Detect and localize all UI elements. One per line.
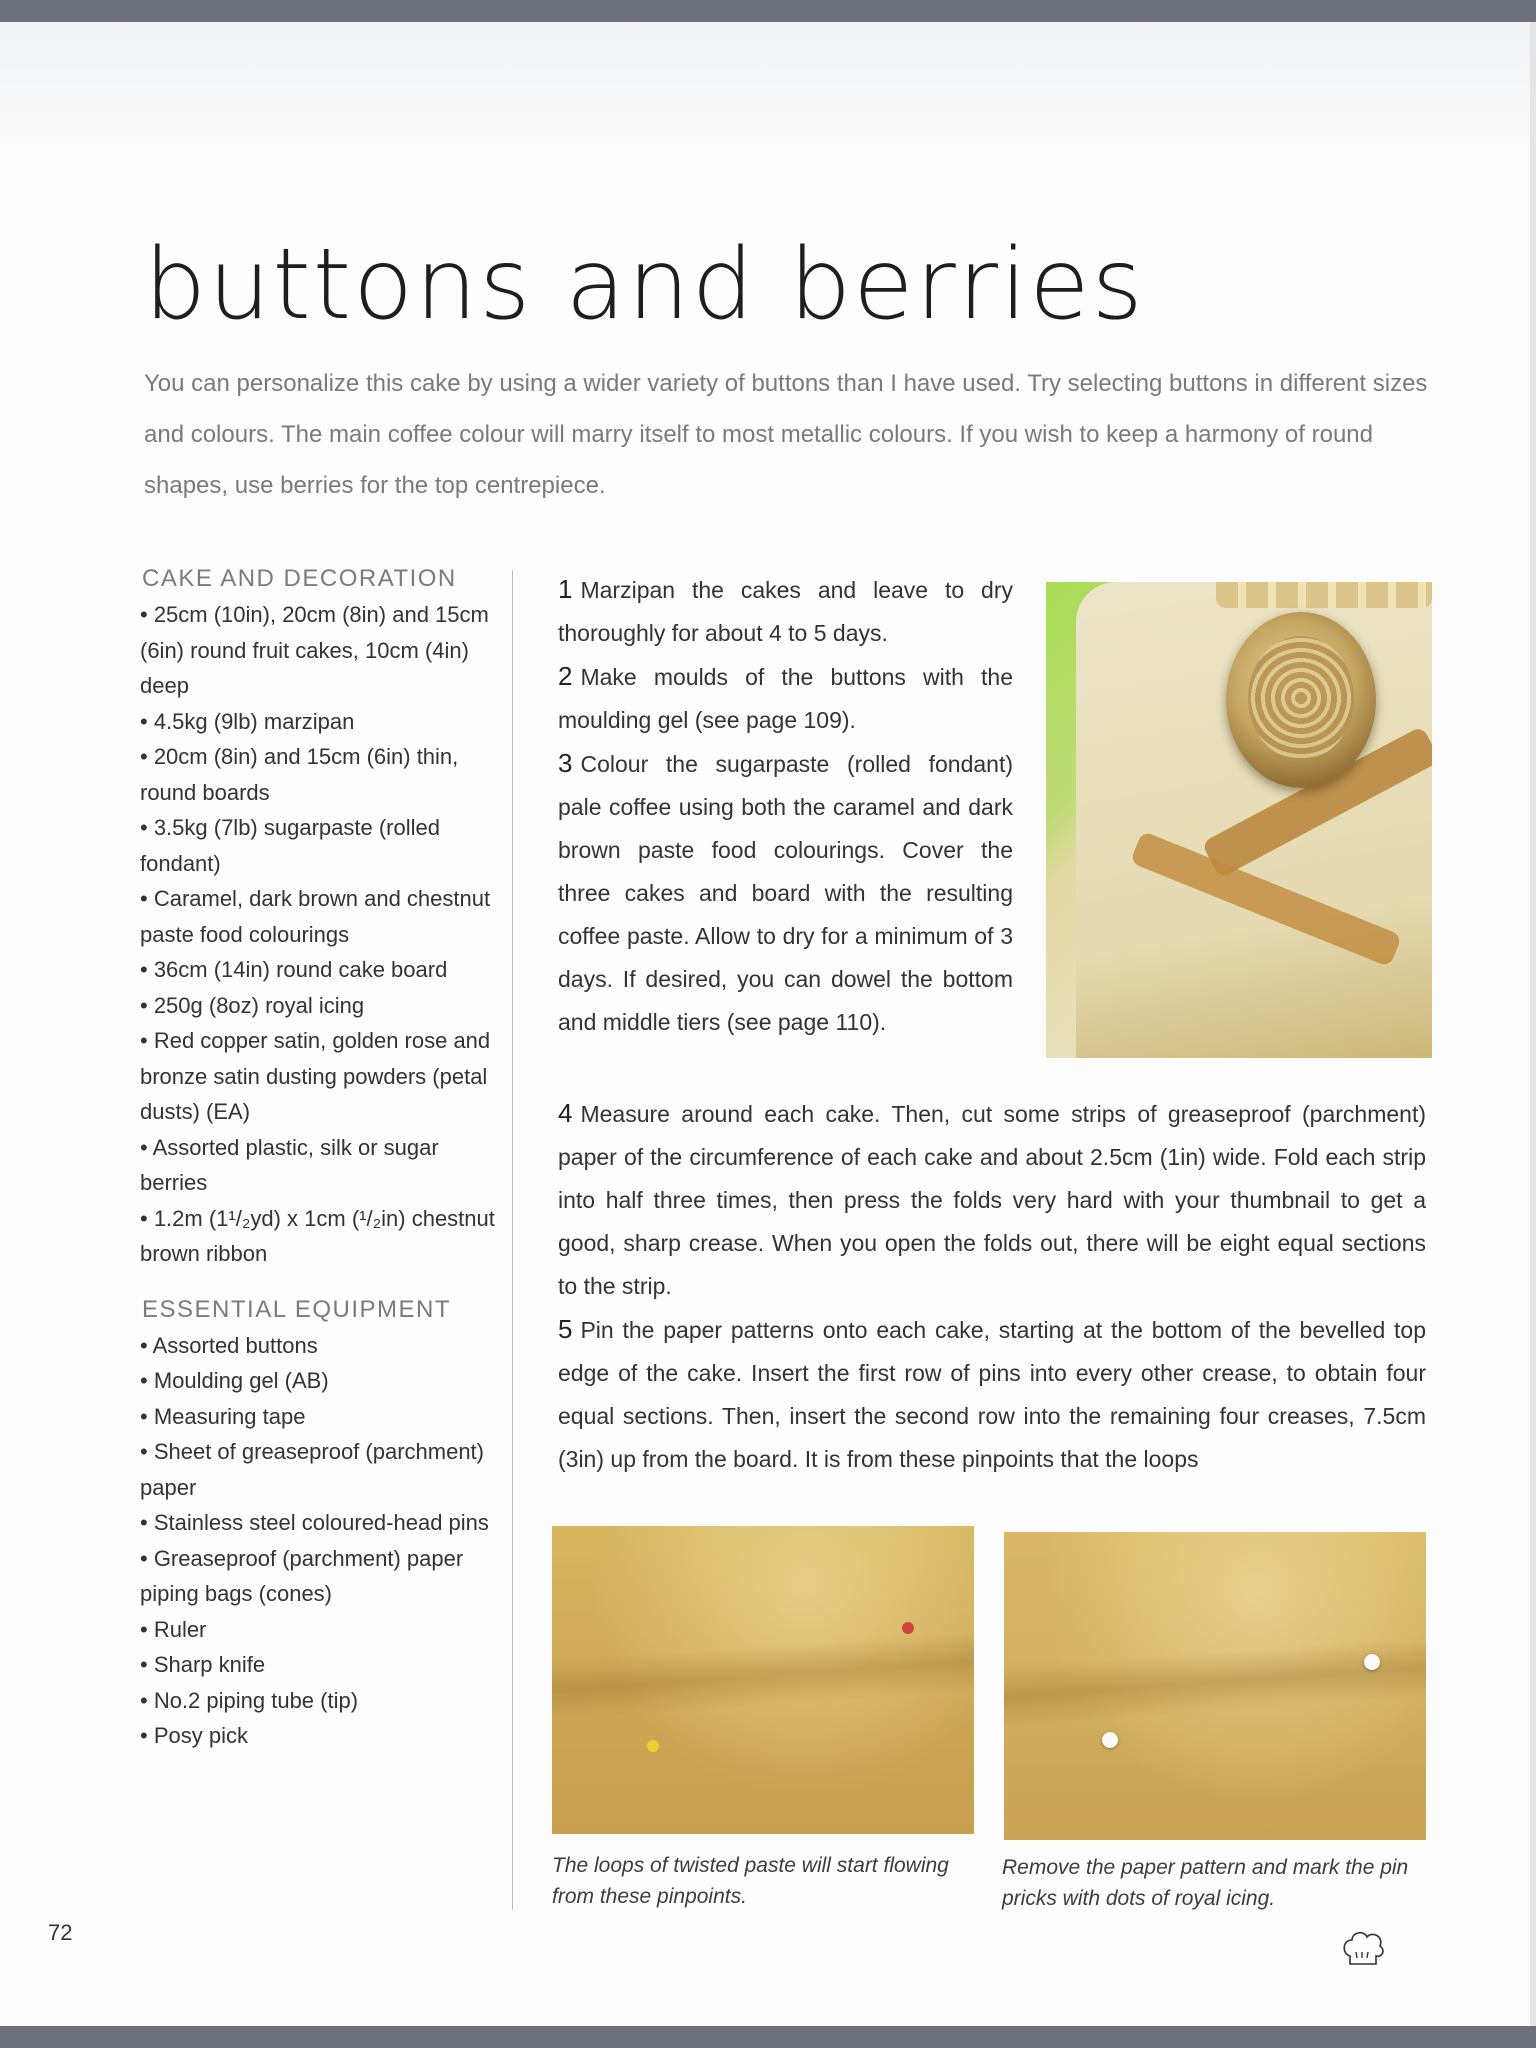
red-pin-head <box>902 1622 914 1634</box>
step-number: 4 <box>558 1098 573 1128</box>
equipment-item: • Greaseproof (parchment) paper piping bags (cones) <box>140 1545 464 1606</box>
step-text: Measure around each cake. Then, cut some strips of greaseproof (parchment) paper of the circumference of each cake and about 2.5cm (1in) wide. Fold each strip into half three times, then press the folds very hard with your thumbnail to get a good, sharp crease. When you open the folds out, there will be eight equal sections to the strip. <box>558 1101 1426 1299</box>
ingredient-item: • 3.5kg (7lb) sugarpaste (rolled fondant) <box>140 815 440 876</box>
step-text: Marzipan the cakes and leave to dry thoroughly for about 4 to 5 days. <box>558 577 1013 646</box>
bead-border <box>1216 582 1432 608</box>
step-text: Make moulds of the buttons with the moulding gel (see page 109). <box>558 664 1013 733</box>
scan-border-top <box>0 0 1536 22</box>
step-5 <box>558 1308 1426 1481</box>
ingredients-column <box>140 565 510 1754</box>
step-number: 3 <box>558 748 573 778</box>
step-1 <box>558 568 1013 655</box>
ingredient-item: • Red copper satin, golden rose and bronze satin dusting powders (petal dusts) (EA) <box>140 1028 491 1124</box>
equipment-item: • Sharp knife <box>140 1652 266 1677</box>
yellow-pin-head <box>647 1740 659 1752</box>
gold-button-decoration <box>1226 612 1376 788</box>
equipment-item: • Measuring tape <box>140 1403 306 1429</box>
icing-dots-photo <box>1004 1532 1426 1840</box>
ingredient-item: • 4.5kg (9lb) marzipan <box>140 708 355 734</box>
step-3 <box>558 742 1013 1044</box>
step-number: 5 <box>558 1314 573 1344</box>
equipment-item: • Stainless steel coloured-head pins <box>140 1510 489 1535</box>
cake-decoration-heading: CAKE AND DECORATION <box>142 565 457 592</box>
ingredient-item: • 250g (8oz) royal icing <box>140 992 365 1018</box>
equipment-heading: ESSENTIAL EQUIPMENT <box>142 1295 451 1323</box>
ingredient-item: • Assorted plastic, silk or sugar berries <box>140 1134 439 1195</box>
step-text: Colour the sugarpaste (rolled fondant) pale coffee using both the caramel and dark brown paste food colourings. Cover the three cakes and board with the resulting coffee paste. Allow to dry for a minimum of 3 days. If desired, you can dowel the bottom and middle tiers (see page 110). <box>558 751 1013 1035</box>
step-number: 1 <box>558 574 573 604</box>
icing-dot <box>1102 1732 1118 1748</box>
equipment-item: • Sheet of greaseproof (parchment) paper <box>140 1439 484 1500</box>
equipment-item: • Moulding gel (AB) <box>140 1368 329 1393</box>
icing-dot <box>1364 1654 1380 1670</box>
intro-paragraph: You can personalize this cake by using a wider variety of buttons than I have used. Try selecting buttons in different sizes and colours. The main coffee colour will marry itself to most metallic colours. If you wish to keep a harmony of round shapes, use berries for the top centrepiece. <box>144 370 1428 499</box>
ingredient-item: • 20cm (8in) and 15cm (6in) thin, round boards <box>140 744 459 805</box>
steps-wide-column <box>558 1092 1426 1481</box>
ingredient-item: • 1.2m (1¹/₂yd) x 1cm (¹/₂in) chestnut brown ribbon <box>140 1205 495 1266</box>
ingredient-item: • Caramel, dark brown and chestnut paste food colourings <box>140 886 491 947</box>
scan-border-bottom <box>0 2026 1536 2048</box>
chef-hat-icon <box>1340 1926 1386 1970</box>
ingredient-item: • 36cm (14in) round cake board <box>140 957 448 982</box>
pinpoints-photo <box>552 1526 974 1834</box>
equipment-item: • Ruler <box>140 1616 207 1642</box>
ingredient-item: • 25cm (10in), 20cm (8in) and 15cm (6in) round fruit cakes, 10cm (4in) deep <box>140 602 489 698</box>
step-4 <box>558 1092 1426 1308</box>
caption-icing-dots: Remove the paper pattern and mark the pin pricks with dots of royal icing. <box>1002 1856 1409 1910</box>
button-cake-photo <box>1046 582 1432 1058</box>
equipment-item: • Assorted buttons <box>140 1332 318 1358</box>
step-2 <box>558 655 1013 742</box>
steps-narrow-column <box>558 568 1013 1044</box>
equipment-item: • Posy pick <box>140 1723 248 1748</box>
page-number: 72 <box>48 1920 73 1945</box>
caption-pinpoints: The loops of twisted paste will start flowing from these pinpoints. <box>552 1854 949 1908</box>
button-pattern <box>1248 636 1354 760</box>
step-number: 2 <box>558 661 573 691</box>
column-divider <box>512 570 513 1910</box>
header-wash <box>0 22 1536 142</box>
step-text: Pin the paper patterns onto each cake, starting at the bottom of the bevelled top edge of the cake. Insert the first row of pins into every other crease, to obtain four equal sections. Then, insert the second row into the remaining four creases, 7.5cm (3in) up from the board. It is from these pinpoints that the loops <box>558 1317 1426 1472</box>
scan-border-right <box>1530 22 1536 2026</box>
equipment-item: • No.2 piping tube (tip) <box>140 1687 359 1713</box>
section-spacer <box>140 1272 510 1296</box>
page-title: buttons and berries <box>144 228 1145 342</box>
